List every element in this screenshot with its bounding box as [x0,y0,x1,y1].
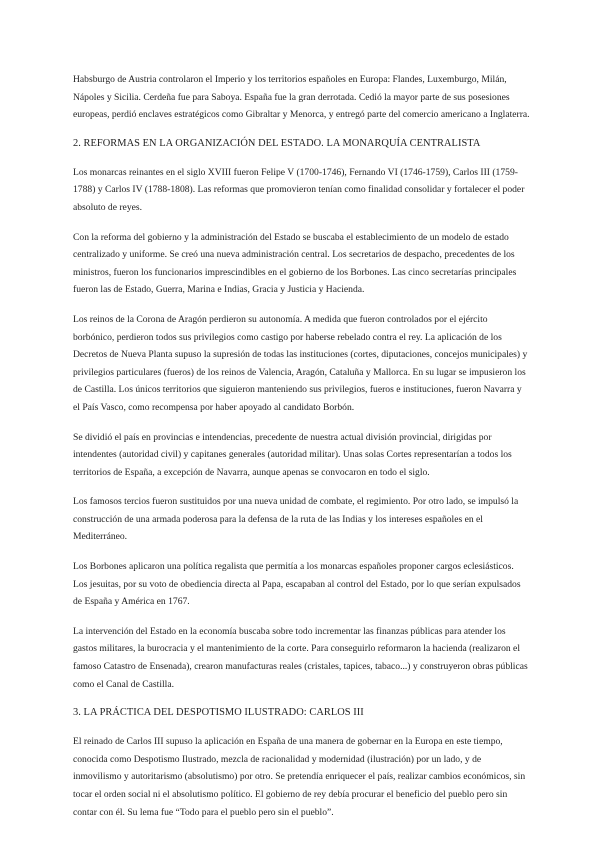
section-3-paragraph-1: El reinado de Carlos III supuso la aplicación en España de una manera de gobernar en la Europa en este tiempo, conocida como Despotismo Ilustrado, mezcla de racionalidad y modernidad (ilustración) por un lado, y de inmovilismo y autoritarismo (absolutismo) por otro. Se pretendía enriquecer el país, realizar cambios económicos, sin tocar el orden social ni el absolutismo político. El gobierno de rey debía procurar el beneficio del pueblo pero sin contar con él. Su lema fue “Todo para el pueblo pero sin el pueblo”. [73,736,526,818]
section-2-heading: 2. REFORMAS EN LA ORGANIZACIÓN DEL ESTADO. LA MONARQUÍA CENTRALISTA [73,137,481,149]
section-2-paragraph-5: Los famosos tercios fueron sustituidos por una nueva unidad de combate, el regimiento. Por otro lado, se impulsó la construcción de una armada poderosa para la defensa de la ruta de las Indias y los intereses españoles en el Mediterráneo. [73,496,519,543]
section-2-paragraph-2: Con la reforma del gobierno y la administración del Estado se buscaba el establecimiento de un modelo de estado centralizado y uniforme. Se creó una nueva administración central. Los secretarios de despacho, precedentes de los ministros, fueron los funcionarios imprescindibles en el gobierno de los Borbones. Las cinco secretarías principales fueron las de Estado, Guerra, Marina e Indias, Gracia y Justicia y Hacienda. [73,231,517,296]
section-3-heading: 3. LA PRÁCTICA DEL DESPOTISMO ILUSTRADO: CARLOS III [73,707,364,719]
section-2-paragraph-3: Los reinos de la Corona de Aragón perdieron su autonomía. A medida que fueron controlados por el ejército borbónico, perdieron todos sus privilegios como castigo por haberse rebelado contra el rey. La aplicación de los Decretos de Nueva Planta supuso la supresión de todas las instituciones (cortes, diputaciones, concejos municipales) y privilegios particulares (fueros) de los reinos de Valencia, Aragón, Cataluña y Mallorca. En su lugar se impusieron los de Castilla. Los únicos territorios que siguieron manteniendo sus privilegios, fueros e instituciones, fueron Navarra y el País Vasco, como recompensa por haber apoyado al candidato Borbón. [73,313,528,413]
section-2-paragraph-4: Se dividió el país en provincias e intendencias, precedente de nuestra actual división provincial, dirigidas por intendentes (autoridad civil) y capitanes generales (autoridad militar). Unas solas Cortes representarían a todos los territorios de España, a excepción de Navarra, aunque apenas se convocaron en todo el siglo. [73,431,512,478]
section-2-paragraph-7: La intervención del Estado en la economía buscaba sobre todo incrementar las finanzas públicas para atender los gastos militares, la burocracia y el mantenimiento de la corte. Para conseguirlo reformaron la hacienda (realizaron el famoso Catastro de Ensenada), crearon manufacturas reales (cristales, tapices, tabaco...) y construyeron obras públicas como el Canal de Castilla. [73,625,528,690]
intro-paragraph: Habsburgo de Austria controlaron el Imperio y los territorios españoles en Europa: Flandes, Luxemburgo, Milán, Nápoles y Sicilia. Cerdeña fue para Saboya. España fue la gran derrotada. Cedió la mayor parte de sus posesiones europeas, perdió enclaves estratégicos como Gibraltar y Menorca, y entregó parte del comercio americano a Inglaterra. [73,74,530,121]
section-2-paragraph-6: Los Borbones aplicaron una política regalista que permitía a los monarcas españoles proponer cargos eclesiásticos. Los jesuitas, por su voto de obediencia directa al Papa, escapaban al control del Estado, por lo que serían expulsados de España y América en 1767. [73,561,521,608]
section-2-paragraph-1: Los monarcas reinantes en el siglo XVIII fueron Felipe V (1700-1746), Fernando VI (1746-1759), Carlos III (1759-1788) y Carlos IV (1788-1808). Las reformas que promovieron tenían como finalidad consolidar y fortalecer el poder absoluto de reyes. [73,166,525,213]
